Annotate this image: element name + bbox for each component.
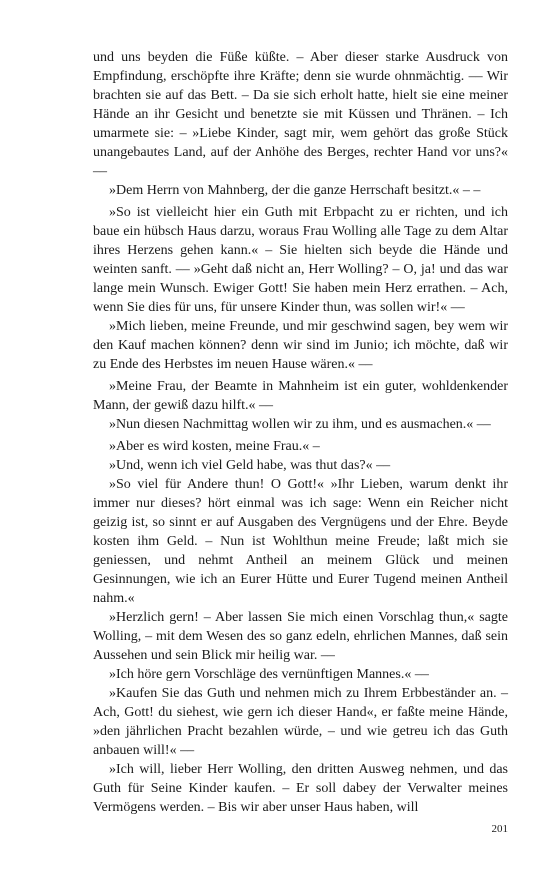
- paragraph-continuation: und uns beyden die Füße küßte. – Aber dieser starke Ausdruck von Empfindung, erschöpfte ihre Kräfte; denn sie wurde ohnmächtig. –– Wir brachten sie auf das Bett. – Da sie sich erholt hatte, hielt sie eine meiner Hände an ihr Gesicht und benetzte sie mit Küssen und Thränen. – Ich umarmete sie: – »Liebe Kinder, sagt mir, wem gehört das große Stück unangebautes Land, auf der Anhöhe des Berges, rechter Hand vor uns?« ––: [93, 50, 508, 179]
- paragraph: »So viel für Andere thun! O Gott!« »Ihr Lieben, warum denkt ihr immer nur dieses? hört einmal was ich sage: Wenn ein Reicher nicht geizig ist, so sinnt er auf Ausgaben des Vergnügens und der Ehre. Beyde kosten ihm Geld. – Nun ist Wohlthun meine Freude; laßt mich sie geniessen, und nehmt Antheil an meinem Glück und meinen Gesinnungen, wie ich an Eurer Hütte und Eurer Tugend meinen Antheil nahm.«: [93, 477, 508, 606]
- page-number: 201: [491, 823, 508, 835]
- paragraph: »Dem Herrn von Mahnberg, der die ganze Herrschaft besitzt.« – –: [109, 183, 481, 198]
- paragraph: »Ich will, lieber Herr Wolling, den dritten Ausweg nehmen, und das Guth für Seine Kinder kaufen. – Er soll dabey der Verwalter meines Vermögens werden. – Bis wir aber unser Haus haben, will: [93, 762, 508, 815]
- paragraph: »So ist vielleicht hier ein Guth mit Erbpacht zu er richten, und ich baue ein hübsch Haus darzu, woraus Frau Wolling alle Tage zu dem Altar ihres Herzens gehen kann.« – Sie hielten sich beyde die Hände und weinten sanft. –– »Geht daß nicht an, Herr Wolling? – O, ja! und das war lange mein Wunsch. Ewiger Gott! Sie haben mein Herz errathen. – Ach, wenn Sie dies für uns, für unsere Kinder thun, was sollen wir!« ––: [93, 205, 508, 315]
- paragraph: »Ich höre gern Vorschläge des vernünftigen Mannes.« ––: [109, 667, 429, 682]
- paragraph: »Und, wenn ich viel Geld habe, was thut das?« ––: [109, 458, 391, 473]
- paragraph: »Aber es wird kosten, meine Frau.« –: [109, 439, 320, 454]
- paragraph: »Mich lieben, meine Freunde, und mir geschwind sagen, bey wem wir den Kauf machen können? denn wir sind im Junio; ich möchte, daß wir zu Ende des Herbstes im neuen Hause wären.« ––: [93, 319, 508, 372]
- body-text: [93, 48, 508, 817]
- paragraph: »Meine Frau, der Beamte in Mahnheim ist ein guter, wohldenkender Mann, der gewiß dazu hilft.« ––: [93, 379, 508, 413]
- paragraph: »Kaufen Sie das Guth und nehmen mich zu Ihrem Erbbeständer an. – Ach, Gott! du siehest, wie gern ich dieser Hand«, er faßte meine Hände, »den jährlichen Pracht bezahlen würde, – und wie getreu ich das Guth anbauen will!« ––: [93, 686, 508, 758]
- paragraph: »Herzlich gern! – Aber lassen Sie mich einen Vorschlag thun,« sagte Wolling, – mit dem Wesen des so ganz edeln, ehrlichen Mannes, daß sein Aussehen und sein Blick mir heilig war. ––: [93, 610, 508, 663]
- paragraph: »Nun diesen Nachmittag wollen wir zu ihm, und es ausmachen.« ––: [109, 417, 491, 432]
